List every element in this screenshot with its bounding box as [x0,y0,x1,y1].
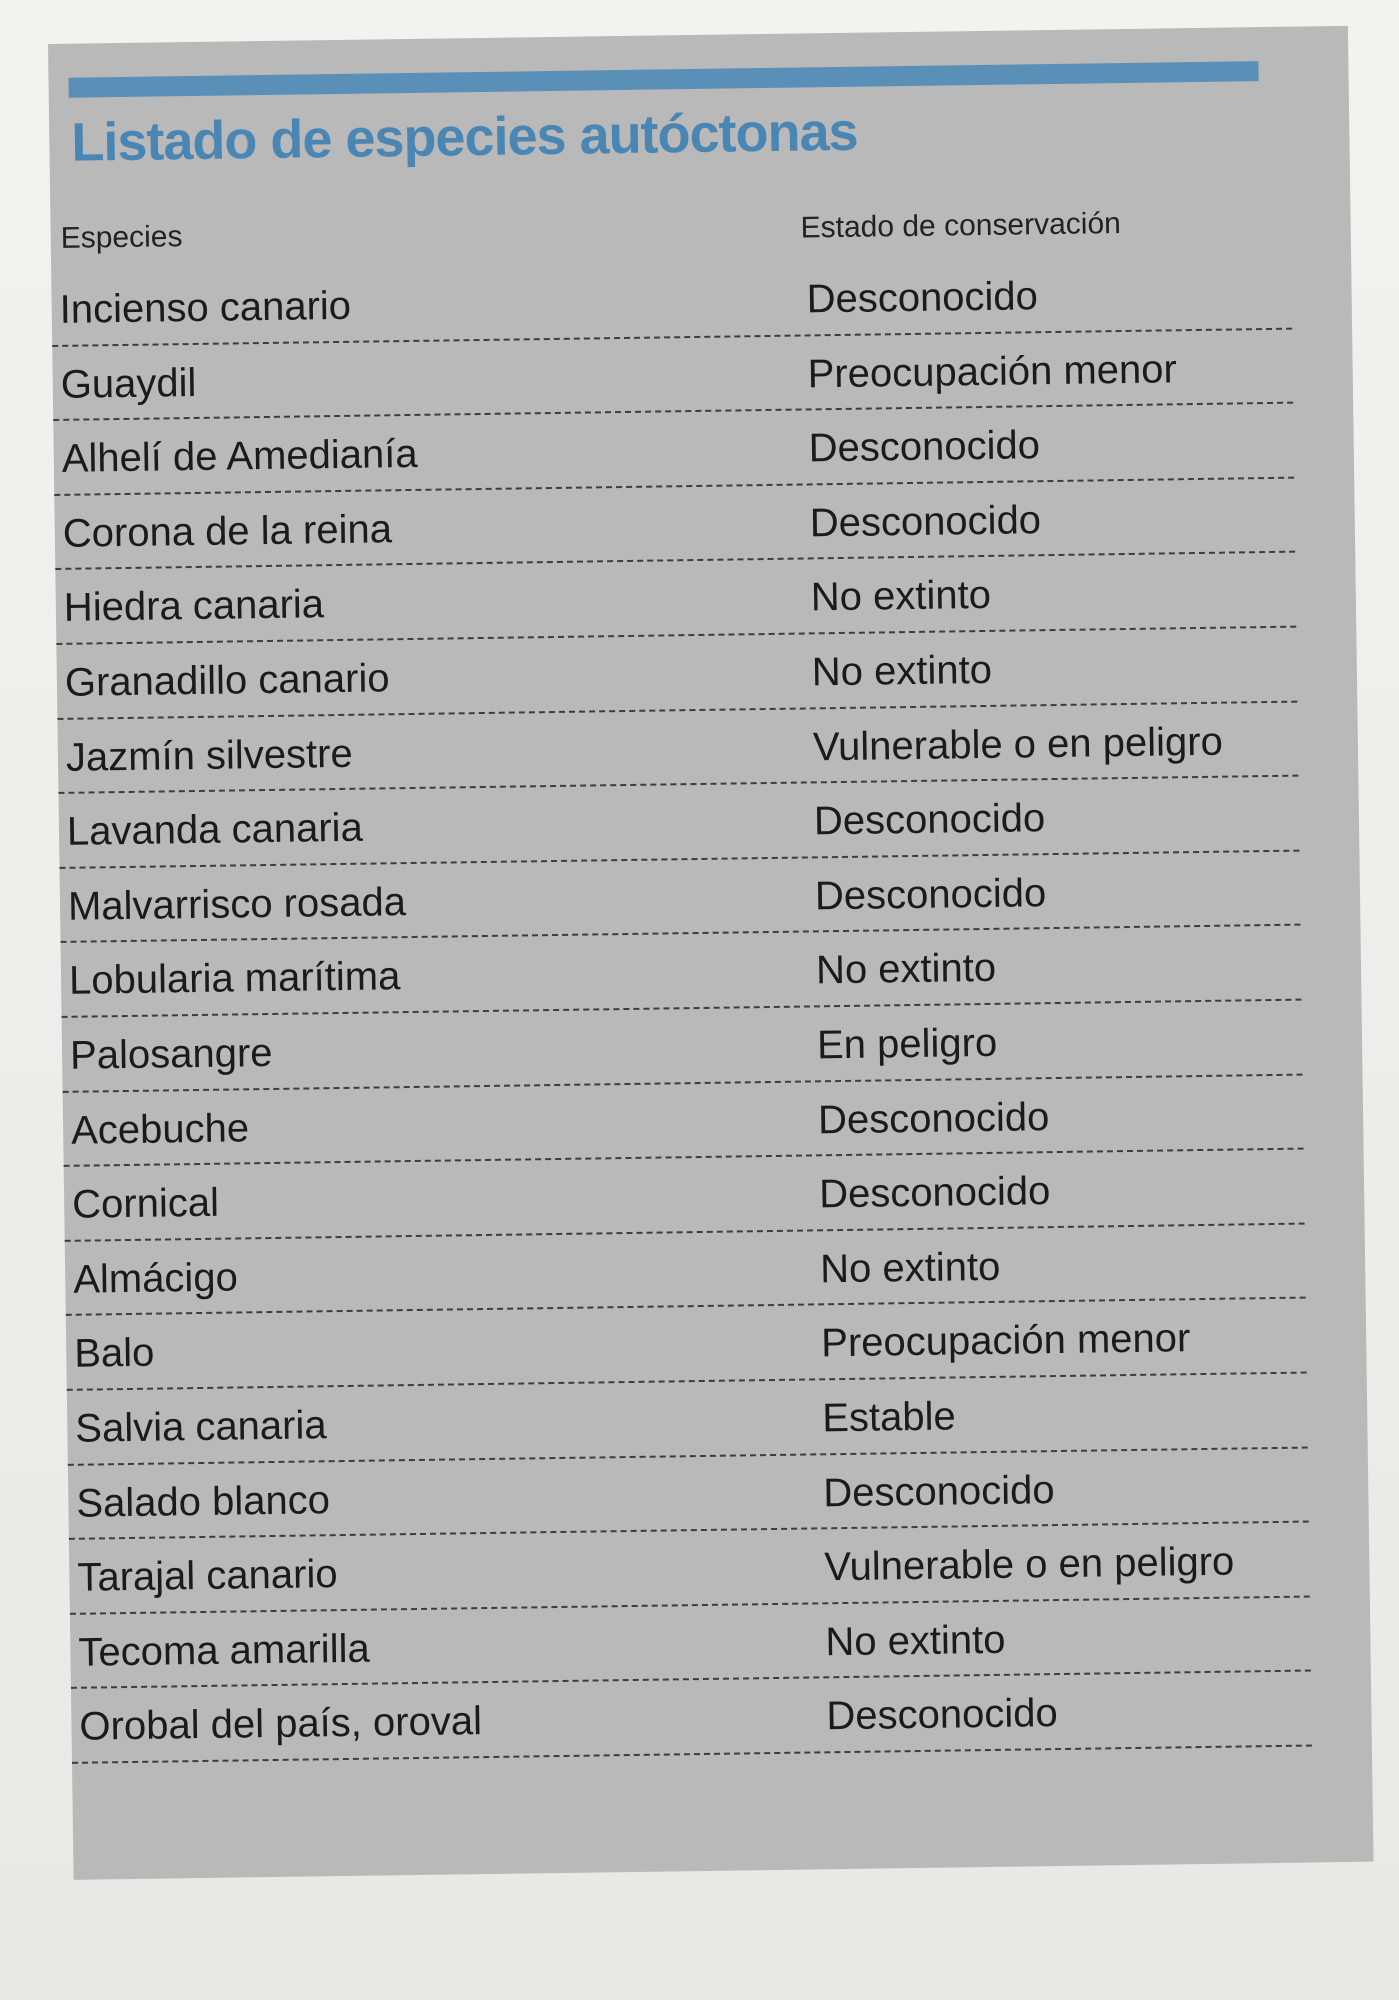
conservation-status: No extinto [825,1617,1006,1664]
species-name: Lavanda canaria [66,805,364,854]
conservation-status: No extinto [819,1244,1001,1292]
conservation-status: Desconocido [822,1467,1055,1515]
species-name: Guaydil [60,360,197,407]
species-name: Salado blanco [76,1477,331,1526]
conservation-status: Preocupación menor [820,1316,1191,1366]
species-name: Alhelí de Amedianía [61,432,418,482]
species-name: Incienso canario [59,283,352,332]
conservation-status: Estable [821,1394,956,1441]
conservation-status: Vulnerable o en peligro [824,1539,1235,1590]
conservation-status: Desconocido [806,274,1039,322]
conservation-status: Desconocido [813,796,1046,844]
species-name: Lobularia marítima [68,954,401,1004]
conservation-status: No extinto [810,573,992,620]
species-name: Salvia canaria [75,1403,327,1451]
species-name: Malvarrisco rosada [67,879,407,929]
conservation-status: Vulnerable o en peligro [812,719,1224,769]
column-header-species: Especies [60,220,183,255]
table-title: Listado de especies autóctonas [70,101,858,173]
conservation-status: Desconocido [817,1094,1050,1142]
conservation-status: No extinto [811,647,993,695]
species-name: Tecoma amarilla [78,1626,370,1675]
conservation-status: Preocupación menor [807,346,1178,397]
conservation-status: Desconocido [814,870,1047,919]
species-name: Orobal del país, oroval [79,1699,483,1750]
species-name: Almácigo [72,1255,239,1302]
conservation-status: Desconocido [809,497,1042,546]
species-name: Cornical [71,1180,220,1227]
conservation-status: Desconocido [818,1169,1051,1217]
species-name: Granadillo canario [64,656,390,705]
species-name: Corona de la reina [62,507,393,556]
species-name: Balo [73,1330,155,1377]
species-name: Jazmín silvestre [65,731,353,780]
accent-bar [68,61,1258,98]
species-name: Tarajal canario [77,1552,338,1600]
species-rows [51,254,1372,1764]
conservation-status: Desconocido [808,423,1041,471]
species-name: Palosangre [69,1030,273,1078]
table-row [71,1672,1312,1764]
conservation-status: Desconocido [826,1691,1058,1739]
species-table-box [48,26,1374,1880]
species-name: Acebuche [70,1105,250,1153]
species-name: Hiedra canaria [63,582,325,631]
conservation-status: No extinto [815,946,997,993]
column-header-status: Estado de conservación [800,207,1122,245]
conservation-status: En peligro [816,1020,998,1068]
